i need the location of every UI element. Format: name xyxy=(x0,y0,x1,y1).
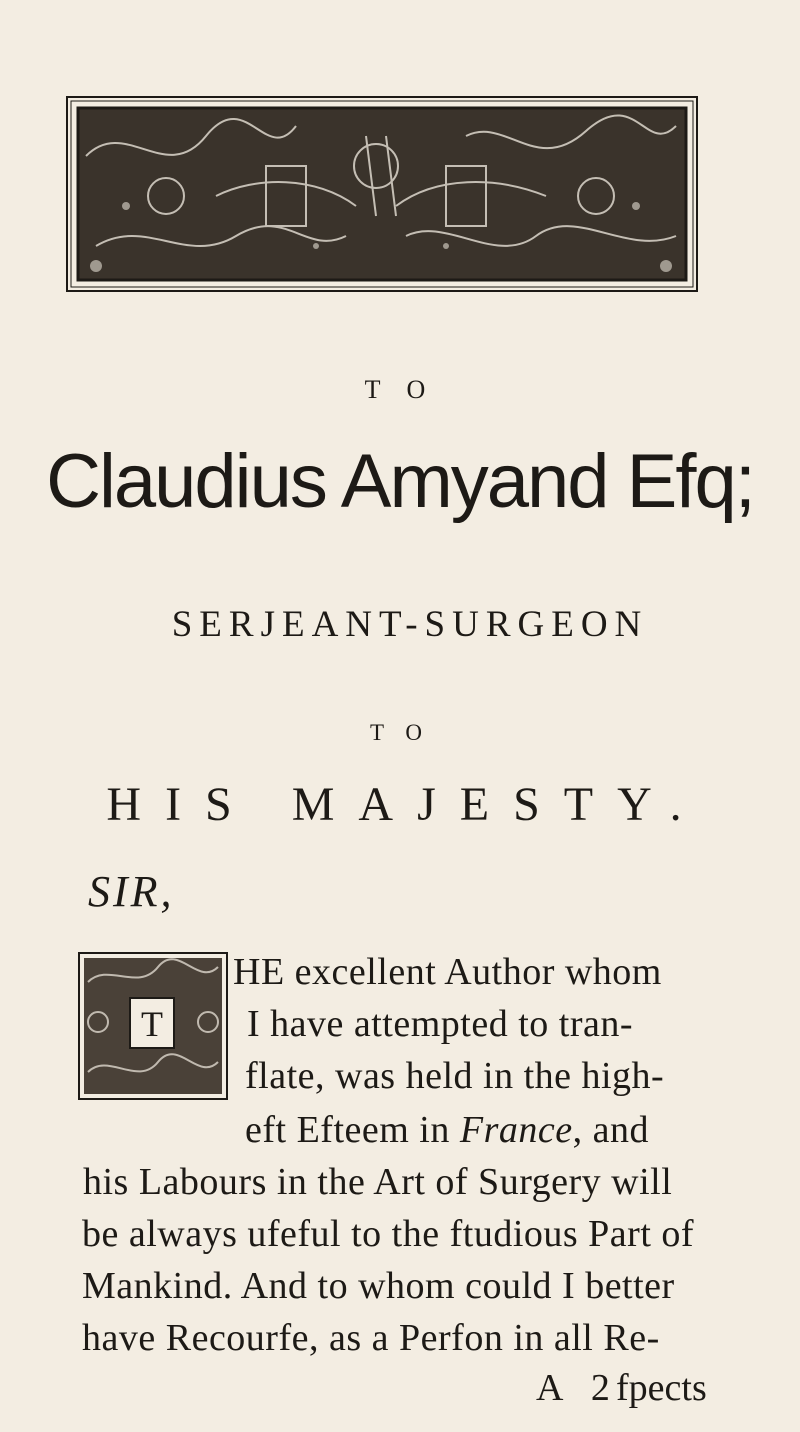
letter-line-3: flate, was held in the high- xyxy=(245,1055,665,1097)
letter-line-2: I have attempted to tran- xyxy=(247,1003,634,1045)
ornamental-initial-frame-icon xyxy=(78,952,228,1100)
catchword: fpects xyxy=(616,1367,707,1409)
letter-line-5: his Labours in the Art of Surgery will xyxy=(83,1161,673,1203)
dropcap-letter: T xyxy=(141,1004,163,1044)
letter-line-8: have Recourfe, as a Perfon in all Re- xyxy=(82,1317,660,1359)
signature-mark: A 2 xyxy=(536,1367,620,1409)
letter-line-4 xyxy=(245,1108,649,1152)
dedication-to-second: T O xyxy=(370,720,430,745)
salutation: SIR, xyxy=(88,867,175,916)
letter-line-6: be always ufeful to the ftudious Part of xyxy=(82,1213,695,1255)
letter-line-1: HE excellent Author whom xyxy=(233,951,662,993)
dedicatee-office: SERJEANT-SURGEON xyxy=(171,604,649,645)
letter-line-4-end: , and xyxy=(572,1109,649,1151)
engraved-headpiece-icon xyxy=(66,96,698,292)
dedicatee-name: Claudius Amyand Efq; xyxy=(46,439,754,524)
dedication-to-first: T O xyxy=(364,375,436,404)
sovereign-title: HIS MAJESTY. xyxy=(106,778,706,831)
place-name-france: France xyxy=(459,1109,573,1151)
letter-line-4-start: eft Efteem in xyxy=(245,1109,460,1151)
letter-line-7: Mankind. And to whom could I better xyxy=(82,1265,675,1307)
